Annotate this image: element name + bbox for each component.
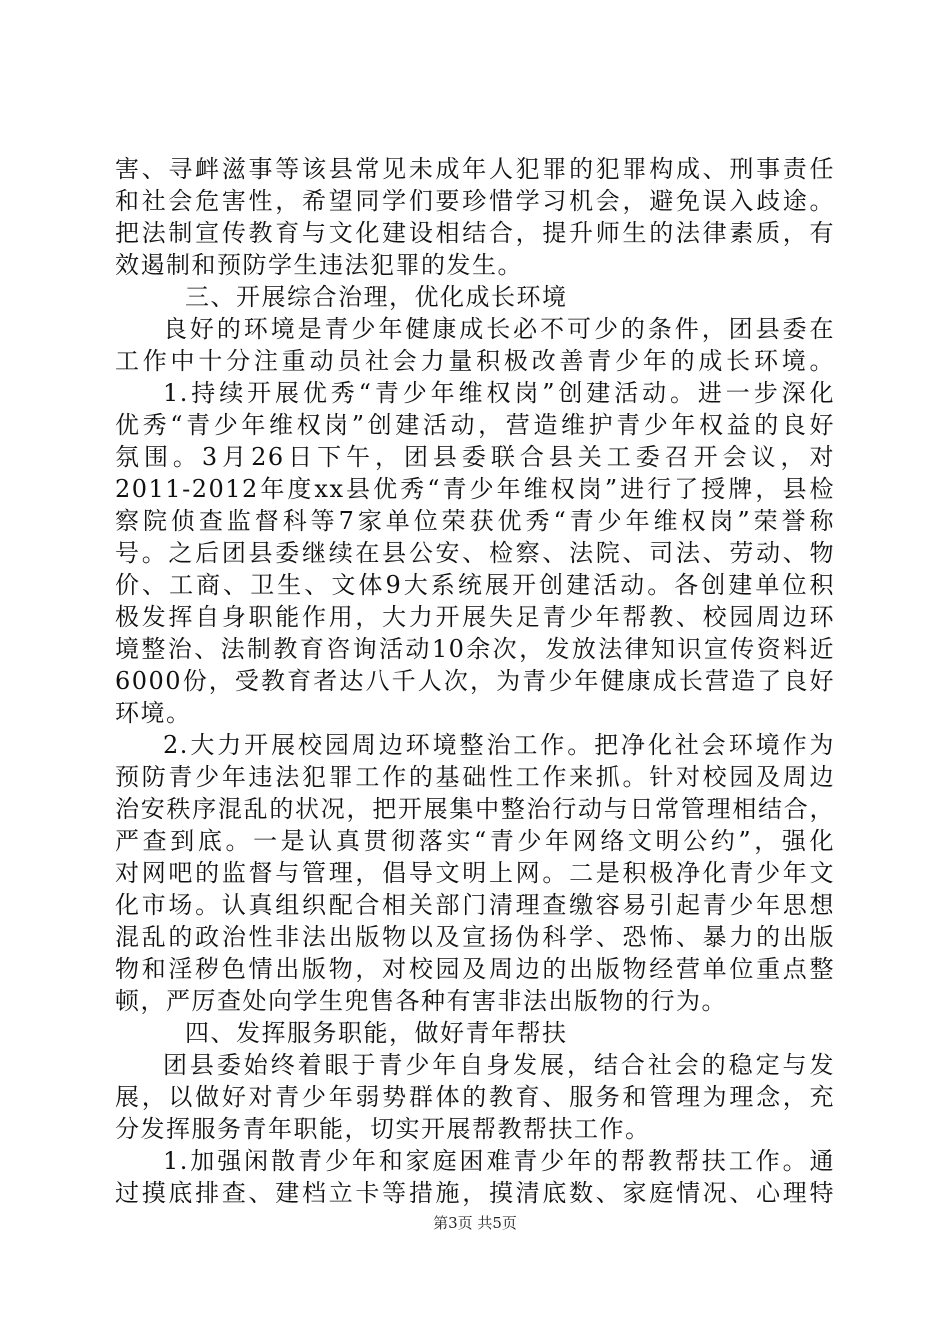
- section-heading: 三、开展综合治理，优化成长环境: [185, 283, 568, 311]
- text-line: 对网吧的监督与管理，倡导文明上网。二是积极净化青少年文: [115, 859, 835, 887]
- text-line: 过摸底排查、建档立卡等措施，摸清底数、家庭情况、心理特: [115, 1179, 835, 1207]
- text-line: 治安秩序混乱的状况，把开展集中整治行动与日常管理相结合，: [115, 795, 835, 823]
- text-line: 价、工商、卫生、文体9大系统展开创建活动。各创建单位积: [115, 571, 835, 599]
- text-line: 工作中十分注重动员社会力量积极改善青少年的成长环境。: [115, 347, 835, 375]
- text-line: 预防青少年违法犯罪工作的基础性工作来抓。针对校园及周边: [115, 763, 835, 791]
- text-line: 氛围。3月26日下午，团县委联合县关工委召开会议，对: [115, 443, 835, 471]
- text-line: 严查到底。一是认真贯彻落实“青少年网络文明公约”，强化: [115, 827, 835, 855]
- text-line: 环境。: [115, 699, 192, 727]
- text-line: 号。之后团县委继续在县公安、检察、法院、司法、劳动、物: [115, 539, 835, 567]
- text-line: 和社会危害性，希望同学们要珍惜学习机会，避免误入歧途。: [115, 187, 835, 215]
- text-line: 展，以做好对青少年弱势群体的教育、服务和管理为理念，充: [115, 1083, 835, 1111]
- text-line: 混乱的政治性非法出版物以及宣扬伪科学、恐怖、暴力的出版: [115, 923, 835, 951]
- text-line: 境整治、法制教育咨询活动10余次，发放法律知识宣传资料近: [115, 635, 835, 663]
- text-line: 顿，严厉查处向学生兜售各种有害非法出版物的行为。: [115, 987, 727, 1015]
- text-line: 6000份，受教育者达八千人次，为青少年健康成长营造了良好: [115, 667, 835, 695]
- text-line: 害、寻衅滋事等该县常见未成年人犯罪的犯罪构成、刑事责任: [115, 155, 835, 183]
- text-line: 2.大力开展校园周边环境整治工作。把净化社会环境作为: [163, 731, 835, 759]
- text-line: 良好的环境是青少年健康成长必不可少的条件，团县委在: [163, 315, 835, 343]
- text-line: 化市场。认真组织配合相关部门清理查缴容易引起青少年思想: [115, 891, 835, 919]
- text-line: 把法制宣传教育与文化建设相结合，提升师生的法律素质，有: [115, 219, 835, 247]
- text-line: 1.持续开展优秀“青少年维权岗”创建活动。进一步深化: [163, 379, 835, 407]
- text-line: 团县委始终着眼于青少年自身发展，结合社会的稳定与发: [163, 1051, 835, 1079]
- text-line: 分发挥服务青年职能，切实开展帮教帮扶工作。: [115, 1115, 651, 1143]
- section-heading: 四、发挥服务职能，做好青年帮扶: [185, 1019, 568, 1047]
- page-number: 第3页 共5页: [433, 1214, 517, 1232]
- text-line: 极发挥自身职能作用，大力开展失足青少年帮教、校园周边环: [115, 603, 835, 631]
- text-line: 察院侦查监督科等7家单位荣获优秀“青少年维权岗”荣誉称: [115, 507, 835, 535]
- text-line: 1.加强闲散青少年和家庭困难青少年的帮教帮扶工作。通: [163, 1147, 835, 1175]
- text-line: 效遏制和预防学生违法犯罪的发生。: [115, 251, 523, 279]
- document-body: [115, 153, 835, 1209]
- text-line: 物和淫秽色情出版物，对校园及周边的出版物经营单位重点整: [115, 955, 835, 983]
- text-line: 优秀“青少年维权岗”创建活动，营造维护青少年权益的良好: [115, 411, 835, 439]
- text-line: 2011-2012年度xx县优秀“青少年维权岗”进行了授牌，县检: [115, 475, 835, 503]
